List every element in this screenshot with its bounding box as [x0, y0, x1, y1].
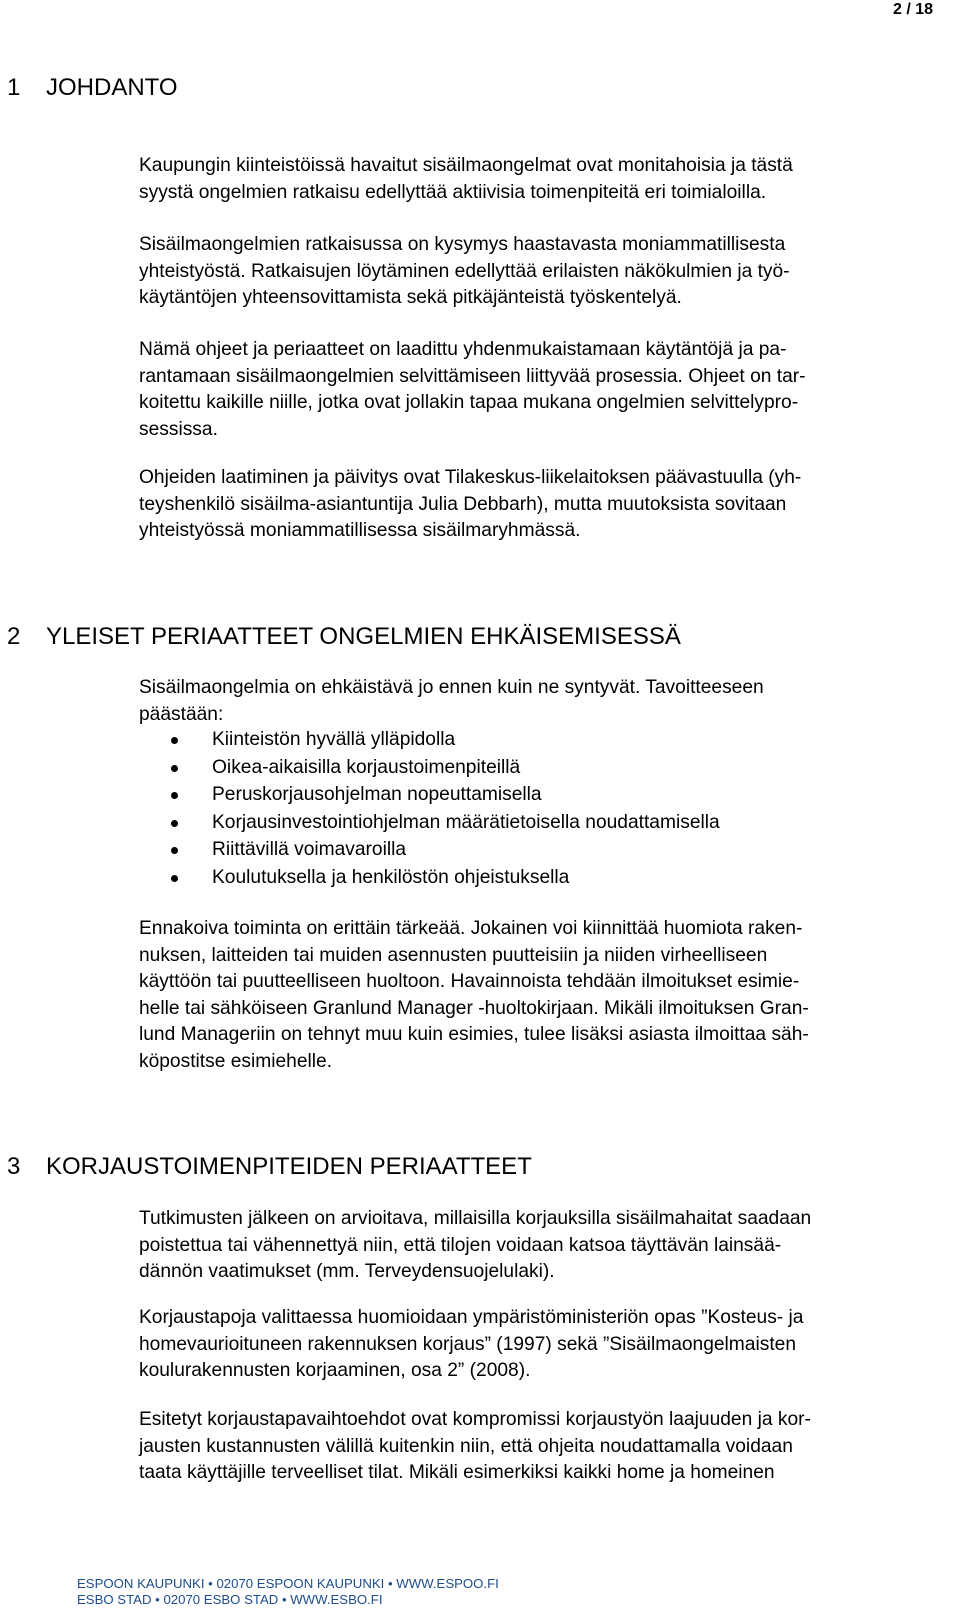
bullet-text: Korjausinvestointiohjelman määrätietoisella noudattamisella — [212, 811, 720, 833]
section-3-paragraph: Korjaustapoja valittaessa huomioidaan ympäristöministeriön opas ”Kosteus- ja homevaurioituneen rakennuksen korjaus” (1997) sekä ”Sisäilmaongelmaisten koulurakennusten korjaaminen, osa 2” (2008). — [139, 1307, 804, 1381]
prevention-bullet-list — [139, 726, 919, 891]
section-1-paragraph: Sisäilmaongelmien ratkaisussa on kysymys haastavasta moniammatillisesta yhteistyöstä. Ratkaisujen löytäminen edellyttää erilaisten näkökulmien ja työ- käytäntöjen yhteensovittamista sekä pitkäjänteistä työskentelyä. — [139, 234, 790, 308]
bullet-item — [139, 781, 919, 809]
bullet-item — [139, 836, 919, 864]
footer-line-espoo: ESPOON KAUPUNKI • 02070 ESPOON KAUPUNKI • WWW.ESPOO.FI — [77, 1576, 499, 1591]
bullet-text: Riittävillä voimavaroilla — [212, 839, 407, 860]
section-1-heading — [7, 73, 178, 103]
bullet-text: Kiinteistön hyvällä ylläpidolla — [212, 729, 456, 750]
section-3-title: KORJAUSTOIMENPITEIDEN PERIAATTEET — [46, 1153, 532, 1180]
section-3-heading — [7, 1152, 532, 1182]
bullet-dot-icon — [171, 847, 178, 854]
page-number: 2 / 18 — [892, 1, 933, 18]
section-1-number: 1 — [7, 74, 21, 101]
section-2-number: 2 — [7, 623, 21, 650]
footer-line-esbo: ESBO STAD • 02070 ESBO STAD • WWW.ESBO.FI — [77, 1592, 383, 1607]
bullet-dot-icon — [171, 765, 178, 772]
section-2-title: YLEISET PERIAATTEET ONGELMIEN EHKÄISEMISESSÄ — [46, 623, 681, 650]
bullet-item — [139, 864, 919, 892]
section-1-paragraph: Kaupungin kiinteistöissä havaitut sisäilmaongelmat ovat monitahoisia ja tästä syystä ongelmien ratkaisu edellyttää aktiivisia toimenpiteitä eri toimialoilla. — [139, 155, 793, 203]
bullet-text: Oikea-aikaisilla korjaustoimenpiteillä — [212, 756, 521, 778]
bullet-item — [139, 809, 919, 837]
bullet-text: Peruskorjausohjelman nopeuttamisella — [212, 784, 542, 805]
bullet-dot-icon — [171, 875, 178, 882]
section-1-paragraph: Nämä ohjeet ja periaatteet on laadittu yhdenmukaistamaan käytäntöjä ja pa- rantamaan sisäilmaongelmien selvittämiseen liittyvää prosessia. Ohjeet on tar- koitettu kaikille niille, jotka ovat jollakin tapaa mukana ongelmien selvittelypro- sessissa. — [139, 339, 806, 440]
section-3-number: 3 — [7, 1153, 21, 1180]
bullet-dot-icon — [171, 820, 178, 827]
bullet-dot-icon — [171, 737, 178, 744]
section-3-paragraph: Esitetyt korjaustapavaihtoehdot ovat kompromissi korjaustyön laajuuden ja kor- jausten kustannusten välillä kuitenkin niin, että ohjeita noudattamalla voidaan taata käyttäjille terveelliset tilat. Mikäli esimerkiksi kaikki home ja homeinen — [139, 1409, 811, 1483]
section-1-title: JOHDANTO — [46, 74, 178, 101]
bullet-item — [139, 726, 919, 754]
section-2-heading — [7, 622, 681, 652]
section-2-intro: Sisäilmaongelmia on ehkäistävä jo ennen kuin ne syntyvät. Tavoitteeseen päästään: — [139, 677, 764, 725]
section-3-paragraph: Tutkimusten jälkeen on arvioitava, millaisilla korjauksilla sisäilmahaitat saadaan poistettua tai vähennettyä niin, että tilojen voidaan katsoa täyttävän lainsää- dännön vaatimukset (mm. Terveydensuojelulaki). — [139, 1208, 812, 1282]
bullet-text: Koulutuksella ja henkilöstön ohjeistuksella — [212, 866, 570, 888]
section-2-closing: Ennakoiva toiminta on erittäin tärkeää. Jokainen voi kiinnittää huomiota raken- nuksen, laitteiden tai muiden asennusten puutteisiin ja niiden virheelliseen käyttöön tai puutteelliseen huoltoon. Havainnoista tehdään ilmoitukset esimie- helle tai sähköiseen Granlund Manager -huoltokirjaan. Mikäli ilmoituksen Gran- lund Manageriin on tehnyt muu kuin esimies, tulee lisäksi asiasta ilmoittaa säh- köpostitse esimiehelle. — [139, 918, 809, 1072]
bullet-item — [139, 754, 919, 782]
section-1-paragraph: Ohjeiden laatiminen ja päivitys ovat Tilakeskus-liikelaitoksen päävastuulla (yh- teyshenkilö sisäilma-asiantuntija Julia Debbarh), mutta muutoksista sovitaan yhteistyössä moniammatillisessa sisäilmaryhmässä. — [139, 467, 802, 541]
page-footer — [77, 1576, 499, 1608]
bullet-dot-icon — [171, 792, 178, 799]
